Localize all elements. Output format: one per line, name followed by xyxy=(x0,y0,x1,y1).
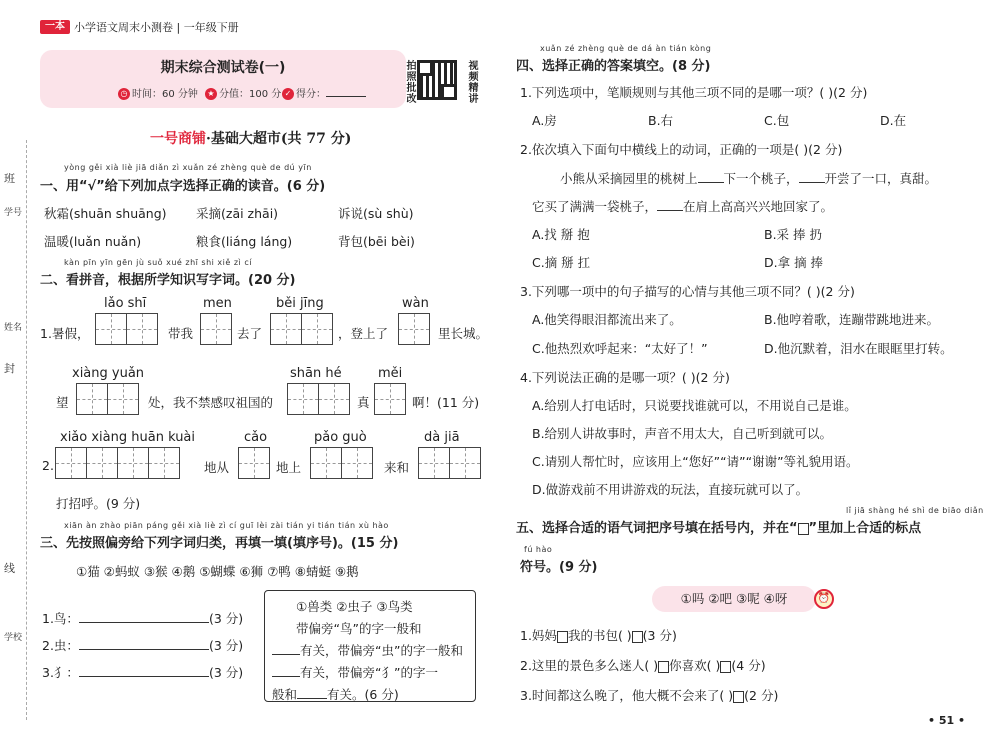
q4-4-opt-c[interactable]: C.请别人帮忙时，应该用上“您好”“请”“谢谢”等礼貌用语。 xyxy=(532,454,859,469)
qr-code[interactable] xyxy=(417,60,457,100)
time-info: ◷ 时间：60 分钟 xyxy=(118,85,198,100)
q4-pinyin: xuǎn zé zhèng què de dá àn tián kòng xyxy=(540,44,712,53)
q1-item-5[interactable]: 粮食(liáng láng) xyxy=(196,234,293,249)
q2-text-zhen: 真 xyxy=(357,395,370,410)
q4-3-opt-d[interactable]: D.他沉默着，泪水在眼眶里打转。 xyxy=(764,341,953,356)
margin-school: 学校 xyxy=(4,633,23,643)
q2-text-changcheng: 里长城。 xyxy=(438,326,489,341)
q5-pinyin-2: fú hào xyxy=(524,545,553,554)
q4-1-opt-c[interactable]: C.包 xyxy=(764,113,790,128)
py-mei: měi xyxy=(378,366,403,381)
q4-3-opt-a[interactable]: A.他笑得眼泪都流出来了。 xyxy=(532,312,682,327)
section-title: 一号商铺·基础大超市(共 77 分) xyxy=(150,131,352,147)
q3-line-beast[interactable]: 3.犭： (3 分) xyxy=(42,665,244,680)
q4-2-opt-b[interactable]: B.采 捧 扔 xyxy=(764,227,822,242)
note-line-3: 有关，带偏旁“虫”的字一般和 xyxy=(272,641,463,659)
q4-3-opt-c[interactable]: C.他热烈欢呼起来：“太好了！” xyxy=(532,341,708,356)
grid-cao[interactable] xyxy=(238,447,269,479)
py-wan: wàn xyxy=(402,296,429,311)
series-title: 小学语文周末小测卷 | 一年级下册 xyxy=(74,21,239,34)
grid-shanhe[interactable] xyxy=(287,383,349,415)
q2-line1-text: 1.暑假， xyxy=(40,326,90,341)
q4-2-passage-1: 小熊从采摘园里的桃树上 下一个桃子， 开尝了一口，真甜。 xyxy=(560,171,938,186)
star-icon: ★ xyxy=(205,88,217,100)
q4-1-question: 1.下列选项中，笔顺规则与其他三项不同的是哪一项？( )(2 分) xyxy=(520,85,868,100)
q2-pinyin: kàn pīn yīn gēn jù suǒ xué zhī shi xiě zì cí xyxy=(64,258,252,267)
check-icon: ✓ xyxy=(282,88,294,100)
q1-title: 一、用“√”给下列加点字选择正确的读音。(6 分) xyxy=(40,179,326,194)
video-explain-label: 视频精讲 xyxy=(466,60,477,104)
q2-num-2: 2. xyxy=(42,458,54,473)
q2-text-dengshangle: ，登上了 xyxy=(338,326,389,341)
q4-1-opt-b[interactable]: B.右 xyxy=(648,113,674,128)
grid-wan[interactable] xyxy=(398,313,429,345)
q1-item-2[interactable]: 采摘(zāi zhāi) xyxy=(196,206,279,221)
punct-box[interactable] xyxy=(658,661,669,673)
q4-1-opt-a[interactable]: A.房 xyxy=(532,113,557,128)
margin-id: 学号 xyxy=(4,208,23,218)
q4-title: 四、选择正确的答案填空。(8 分) xyxy=(516,59,711,74)
punct-box[interactable] xyxy=(557,631,568,643)
score-blank[interactable] xyxy=(326,96,366,97)
binding-line xyxy=(26,140,27,720)
q4-2-opt-d[interactable]: D.拿 摘 捧 xyxy=(764,255,824,270)
q3-options: ①猫 ②蚂蚁 ③猴 ④鹅 ⑤蝴蝶 ⑥狮 ⑦鸭 ⑧蜻蜓 ⑨鹅 xyxy=(76,564,359,579)
q4-4-opt-d[interactable]: D.做游戏前不用讲游戏的玩法，直接玩就可以了。 xyxy=(532,482,809,497)
q2-text-chu: 处，我不禁感叹祖国的 xyxy=(148,395,274,410)
q4-1-opt-d[interactable]: D.在 xyxy=(880,113,907,128)
py-xiangyuan: xiàng yuǎn xyxy=(72,366,145,381)
test-title: 期末综合测试卷(一) xyxy=(160,60,286,76)
q4-2-opt-c[interactable]: C.摘 掰 扛 xyxy=(532,255,591,270)
q3-pinyin: xiān àn zhào piān páng gěi xià liè zì cí guī lèi zài tián yi tián tián xù hào xyxy=(64,521,389,530)
py-dajia: dà jiā xyxy=(424,430,460,445)
note-line-5: 般和 有关。(6 分) xyxy=(272,687,399,702)
q4-2-question: 2.依次填入下面句中横线上的动词，正确的一项是( )(2 分) xyxy=(520,142,843,157)
q5-item-1: 1.妈妈 我的书包( ) (3 分) xyxy=(520,628,677,643)
q5-title: 五、选择合适的语气词把序号填在括号内，并在“ ”里加上合适的标点 xyxy=(516,521,922,536)
grid-mei[interactable] xyxy=(374,383,405,415)
q2-text-dishang: 地上 xyxy=(276,460,302,475)
q1-item-4[interactable]: 温暖(luǎn nuǎn) xyxy=(44,234,142,249)
margin-name: 姓名 xyxy=(4,323,23,333)
punct-box[interactable] xyxy=(720,661,731,673)
q1-item-6[interactable]: 背包(bēi bèi) xyxy=(338,234,415,249)
q5-item-3: 3.时间都这么晚了，他大概不会来了( ) (2 分) xyxy=(520,688,779,703)
q2-text-dazhaohu: 打招呼。(9 分) xyxy=(56,496,141,511)
grid-dajia[interactable] xyxy=(418,447,480,479)
grid-paoguo[interactable] xyxy=(310,447,372,479)
q2-text-laihe: 来和 xyxy=(384,460,410,475)
q4-2-opt-a[interactable]: A.找 掰 抱 xyxy=(532,227,590,242)
score-info: ★ 分值：100 分 xyxy=(205,85,281,100)
grid-men[interactable] xyxy=(200,313,231,345)
q2-text-qule: 去了 xyxy=(237,326,263,341)
q2-text-dicong: 地从 xyxy=(204,460,230,475)
q4-3-opt-b[interactable]: B.他哼着歌，连蹦带跳地进来。 xyxy=(764,312,940,327)
margin-seal: 封 xyxy=(4,362,15,375)
q5-choices: ①吗 ②吧 ③呢 ④呀 xyxy=(652,586,816,612)
page-number: • 51 • xyxy=(928,714,966,727)
margin-class: 班 xyxy=(4,172,15,185)
q3-line-bird[interactable]: 1.鸟： (3 分) xyxy=(42,611,244,626)
grid-xiangyuan[interactable] xyxy=(76,383,138,415)
q4-2-passage-2: 它买了满满一袋桃子， 在肩上高高兴兴地回家了。 xyxy=(532,199,834,214)
q3-title: 三、先按照偏旁给下列字词归类，再填一填(填序号)。(15 分) xyxy=(40,536,399,551)
q2-text-wang: 望 xyxy=(56,395,69,410)
clock-icon: ◷ xyxy=(118,88,130,100)
py-laoshi: lǎo shī xyxy=(104,296,147,311)
note-line-4: 有关，带偏旁“犭”的字一 xyxy=(272,663,438,681)
py-paoguo: pǎo guò xyxy=(314,430,367,445)
q4-4-question: 4.下列说法正确的是哪一项？( )(2 分) xyxy=(520,370,730,385)
got-score-info: ✓ 得分： xyxy=(282,85,366,100)
punct-box[interactable] xyxy=(733,691,744,703)
q1-item-1[interactable]: 秋霜(shuān shuāng) xyxy=(44,206,167,221)
q1-item-3[interactable]: 诉说(sù shù) xyxy=(338,206,414,221)
punct-box[interactable] xyxy=(632,631,643,643)
brand-logo: 一本 xyxy=(40,20,70,34)
q4-4-opt-a[interactable]: A.给别人打电话时，只说要找谁就可以，不用说自己是谁。 xyxy=(532,398,857,413)
alarm-clock-icon: ⏰ xyxy=(814,589,834,609)
q4-4-opt-b[interactable]: B.给别人讲故事时，声音不用太大，自己听到就可以。 xyxy=(532,426,833,441)
q1-pinyin: yòng gěi xià liè jiā diǎn zì xuǎn zé zhèng què de dú yīn xyxy=(64,163,312,172)
q2-text-daiwo: 带我 xyxy=(168,326,194,341)
py-cao: cǎo xyxy=(244,430,268,445)
note-options: ①兽类 ②虫子 ③鸟类 xyxy=(296,599,413,614)
punct-box-icon xyxy=(798,523,809,535)
q4-3-question: 3.下列哪一项中的句子描写的心情与其他三项不同？( )(2 分) xyxy=(520,284,855,299)
q2-title: 二、看拼音，根据所学知识写字词。(20 分) xyxy=(40,273,296,288)
py-shanhe: shān hé xyxy=(290,366,342,381)
note-line-2: 带偏旁“鸟”的字一般和 xyxy=(296,621,422,636)
grid-beijing[interactable] xyxy=(270,313,332,345)
q5-item-2: 2.这里的景色多么迷人( ) 你喜欢( ) (4 分) xyxy=(520,658,766,673)
py-beijing: běi jīng xyxy=(276,296,324,311)
margin-line-char: 线 xyxy=(4,562,15,575)
q3-line-insect[interactable]: 2.虫： (3 分) xyxy=(42,638,244,653)
grid-xiaoxiang-huankuai[interactable] xyxy=(55,447,179,479)
grid-laoshi[interactable] xyxy=(95,313,157,345)
py-men: men xyxy=(203,296,232,311)
py-xiaoxiang: xiǎo xiàng huān kuài xyxy=(60,430,196,445)
photo-grade-label: 拍照批改 xyxy=(404,60,415,104)
q5-pinyin: lǐ jiā shàng hé shì de biāo diǎn xyxy=(846,506,984,515)
q5-title-2: 符号。(9 分) xyxy=(520,560,598,575)
q2-text-a: 啊！(11 分) xyxy=(412,395,480,410)
